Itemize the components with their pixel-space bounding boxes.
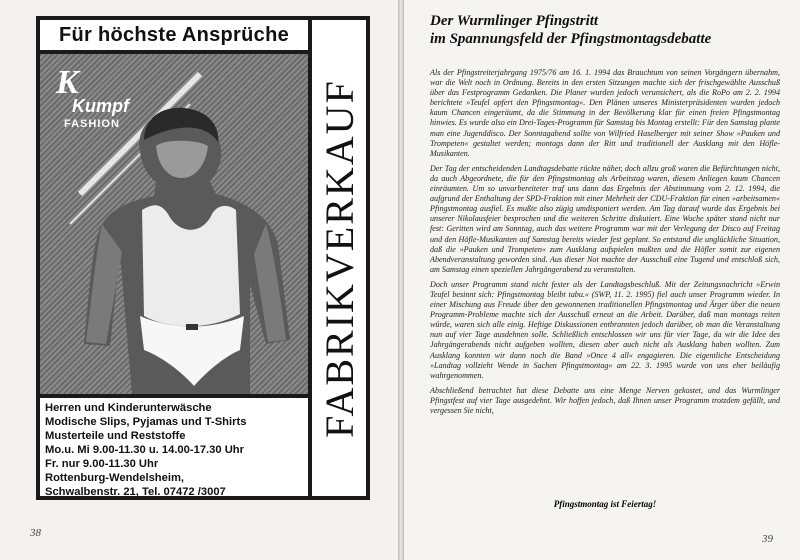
paragraph: Abschließend betrachtet hat diese Debatte uns eine Menge Nerven gekostet, und das Wurmlinger Pfingstfest auf vier Tage ausgedehnt. Wir hoffen jedoch, daß Ihnen unser Programm trotzdem gefällt, und vergessen Sie nicht,: [430, 385, 780, 415]
vertical-banner-text: FABRIKVERKAUF: [316, 78, 362, 438]
advertisement: [36, 16, 370, 500]
left-page: [0, 0, 398, 560]
page-number-right: 39: [762, 533, 773, 545]
logo-k-glyph: K: [56, 64, 79, 101]
ad-line: Rottenburg-Wendelsheim,: [45, 472, 185, 484]
ad-line: Mo.u. Mi 9.00-11.30 u. 14.00-17.30 Uhr: [45, 444, 244, 456]
ad-line: Herren und Kinderunterwäsche: [45, 402, 212, 414]
vertical-banner: [312, 20, 366, 496]
article-body: [430, 68, 780, 421]
paragraph: Der Tag der entscheidenden Landtagsdebatte rückte näher, doch allzu groß waren die Befürchtungen nicht, da auch Abgeordnete, die für den Pfingstmontag als Arbeitstag waren, diesem Anliegen kaum Chancen einräumten. Um so unvorbereiteter traf uns dann das Ergebnis der Abstimmung vom 2. 12. 1994, die aufgrund der Enthaltung der SPD-Fraktion mit einer Mehrheit der CDU-Fraktion für einen »arbeitsamen« Pfingstmontag ausfiel. Es mußte also zügig umdisponiert werden. Am Tag darauf wurde das Ergebnis bei unserer Nikolausfeier besprochen und die weiteren Schritte diskutiert. Eine Woche später stand nicht nur fest: Geritten wird am Sonntag, auch das weitere Programm war mit der Verlegung der Disco auf Freitag und den Höfle-Musikanten auf Samstag bereits wieder fest geplant. So entstand die unglückliche Situation, daß die »Pauken und Trompeten« zum Ausklang aufspielen mußten und die Höfler somit zur eigenen Abendveranstaltung geworden sind. Aus dieser Not machte der Ausschuß eine Tugend und entschloß sich, am Samstag einen speziellen Jahrgängerabend zu veranstalten.: [430, 163, 780, 274]
right-page: [404, 0, 800, 560]
ad-headline: Für höchste Ansprüche: [40, 20, 308, 50]
article-title-line: im Spannungsfeld der Pfingstmontagsdebatte: [430, 31, 712, 47]
ad-line: Schwalbenstr. 21, Tel. 07472 /3007: [45, 486, 226, 498]
kumpf-logo: [46, 64, 129, 144]
ad-photo: [40, 54, 308, 394]
article-title-line: Der Wurmlinger Pfingstritt: [430, 13, 599, 29]
closing-line: Pfingstmontag ist Feiertag!: [553, 499, 657, 509]
logo-name: Kumpf: [72, 96, 129, 116]
ad-line: Fr. nur 9.00-11.30 Uhr: [45, 458, 159, 470]
ad-line: Musterteile und Reststoffe: [45, 430, 186, 442]
logo-sub: FASHION: [64, 118, 120, 130]
article-title: [430, 12, 780, 48]
ad-line: Modische Slips, Pyjamas und T-Shirts: [45, 416, 247, 428]
paragraph: Als der Pfingstreiterjahrgang 1975/76 am 16. 1. 1994 das Brauchtum von seinen Vorgängern übernahm, war die Welt noch in Ordnung. Bereits in den ersten Sitzungen machte sich der frischgewählte Ausschuß über das Festprogramm Gedanken. Die Planer wurden jedoch verunsichert, als die RoPo am 2. 2. 1994 berichtete »Teufel opfert den Pfingstmontag«. Den Plänen unseres Ministerpräsidenten wurden jedoch kaum Chancen eingeräumt, da die Stimmung in der Bevölkerung klar für einen freien Pfingstmontag hinwies. Es wurde also ein Drei-Tages-Programm für Samstag bis Montag erstellt: Für den Samstag plante man eine Jugenddisco. Der Sonntagabend sollte von Wilfried Haselberger mit seiner Show »Pauken und Trompeten« gestaltet werden; montags dann der Ritt und traditionell der Ausklang mit den Höfle-Musikanten.: [430, 68, 780, 158]
paragraph: Doch unser Programm stand nicht fester als der Landtagsbeschluß. Mit der Zeitungsnachricht »Erwin Teufel besinnt sich: Pfingstmontag bleibt tabu.« (SWP, 11. 2. 1995) fiel auch unser Programm wieder. In einer Mischung aus Freude über den gewonnenen traditionellen Pfingstmontag und Ärger über die neuen Programm-Probleme machte sich der Ausschuß erneut an die Arbeit. Darüber, daß man montags reiten würde, waren sich alle einig. Heftige Diskussionen entbrannten jedoch darüber, ob man die Veranstaltung nun auf vier Tage ausdehnen solle. Schließlich entschlossen wir uns für vier Tage, da wir die Idee des Jahrgängerabends nicht aufgeben wollten, diesen aber auch nicht als Ausklang haben wollten. Zum Ausklang konnten wir dann noch die Band »Once 4 all« engagieren. Die eigentliche Entscheidung »Landtag vollzieht Wende in Sachen Pfingstmontag« am 22. 3. 1995 wurde von uns eher beiläufig wahrgenommen.: [430, 279, 780, 380]
page-number-left: 38: [30, 527, 41, 539]
ad-info-box: [40, 398, 308, 496]
